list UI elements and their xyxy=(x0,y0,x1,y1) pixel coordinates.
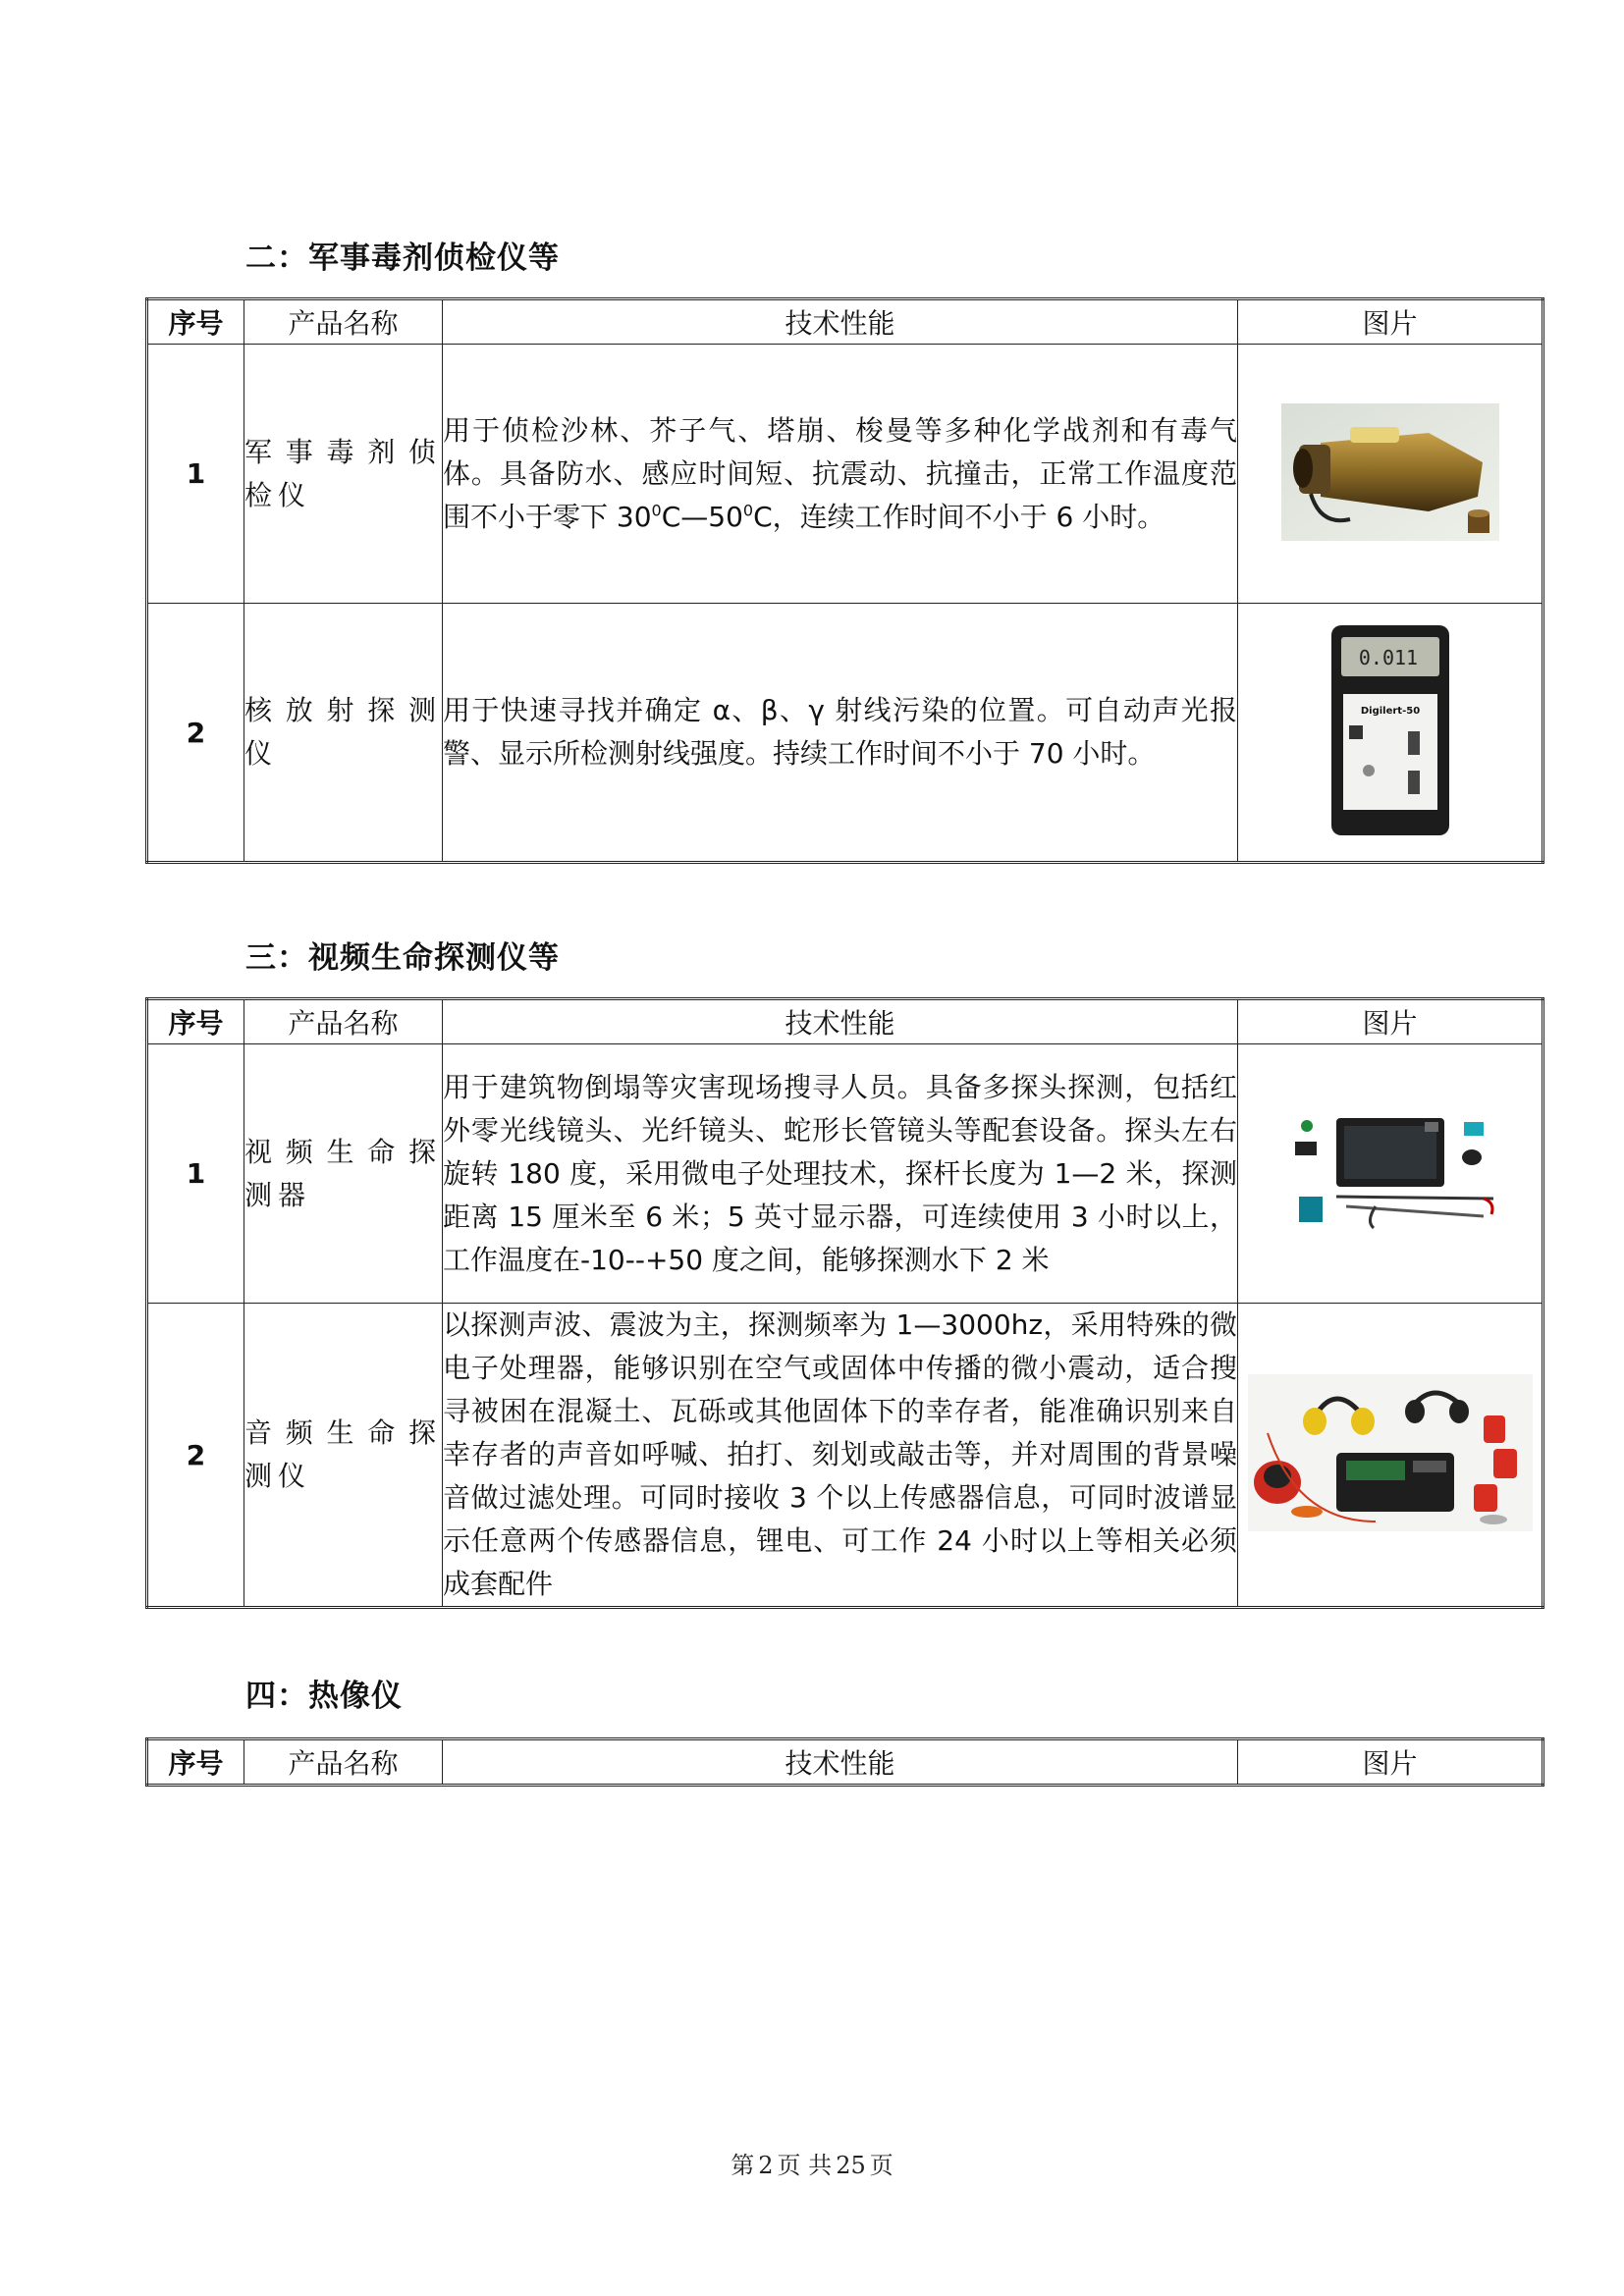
tech-description: 以探测声波、震波为主，探测频率为 1—3000hz，采用特殊的微电子处理器，能够识别在空气或固体中传播的微小震动，适合搜寻被困在混凝土、瓦砾或其他固体下的幸存者，能准确识别来自幸存者的声音如呼喊、拍打、刻划或敲击等，并对周围的背景噪音做过滤处理。可同时接收 3 个以上传感器信息，可同时波谱显示任意两个传感器信息，锂电、可工作 24 小时以上等相关必须成套配件 xyxy=(443,1304,1238,1608)
header-num: 序号 xyxy=(147,299,244,345)
table-header-row xyxy=(147,1739,1543,1786)
product-name: 音频生命探测仪 xyxy=(244,1304,443,1608)
header-name: 产品名称 xyxy=(244,1739,443,1786)
tech-description: 用于建筑物倒塌等灾害现场搜寻人员。具备多探头探测，包括红外零光线镜头、光纤镜头、蛇形长管镜头等配套设备。探头左右旋转 180 度，采用微电子处理技术，探杆长度为 1—2 米，探测距离 15 厘米至 6 米；5 英寸显示器，可连续使用 3 小时以上，工作温度在-10--+50 度之间，能够探测水下 2 米 xyxy=(443,1044,1238,1304)
table-life-detectors xyxy=(145,997,1544,1609)
header-num: 序号 xyxy=(147,999,244,1044)
device-brand: Digilert-50 xyxy=(1360,706,1420,717)
toxic-agent-detector-photo xyxy=(1281,403,1499,541)
audio-life-detector-kit-photo xyxy=(1248,1374,1533,1531)
table-header-row xyxy=(147,299,1543,345)
tech-description: 用于快速寻找并确定 α、β、γ 射线污染的位置。可自动声光报警、显示所检测射线强度。持续工作时间不小于 70 小时。 xyxy=(443,604,1238,863)
row-num: 2 xyxy=(147,604,244,863)
product-image-cell xyxy=(1238,1044,1543,1304)
tech-description: 用于侦检沙林、芥子气、塔崩、梭曼等多种化学战剂和有毒气体。具备防水、感应时间短、抗震动、抗撞击，正常工作温度范围不小于零下 $30^0C—50^0C$，连续工作时间不小于 6 小时。 xyxy=(443,345,1238,604)
table-row xyxy=(147,604,1543,863)
header-image: 图片 xyxy=(1238,999,1543,1044)
section-title-thermal: 四：热像仪 xyxy=(245,1679,403,1714)
table-row xyxy=(147,345,1543,604)
product-name: 核放射探测仪 xyxy=(244,604,443,863)
page-footer: 第 2 页 共 25 页 xyxy=(731,2152,893,2179)
product-name: 视频生命探测器 xyxy=(244,1044,443,1304)
current-page-number: 2 xyxy=(758,2152,774,2179)
row-num: 1 xyxy=(147,1044,244,1304)
header-image: 图片 xyxy=(1238,1739,1543,1786)
product-image-cell xyxy=(1238,1304,1543,1608)
header-image: 图片 xyxy=(1238,299,1543,345)
product-name: 军事毒剂侦检仪 xyxy=(244,345,443,604)
device-display: 0.011 xyxy=(1358,646,1418,669)
header-tech: 技术性能 xyxy=(443,1739,1238,1786)
section-title-life-detectors: 三：视频生命探测仪等 xyxy=(245,940,560,976)
table-thermal-imagers xyxy=(145,1737,1544,1787)
product-image-cell xyxy=(1238,604,1543,863)
header-name: 产品名称 xyxy=(244,299,443,345)
header-name: 产品名称 xyxy=(244,999,443,1044)
section-title-toxic: 二：军事毒剂侦检仪等 xyxy=(245,240,560,276)
row-num: 2 xyxy=(147,1304,244,1608)
header-tech: 技术性能 xyxy=(443,999,1238,1044)
table-toxic-detectors xyxy=(145,297,1544,864)
product-image-cell xyxy=(1238,345,1543,604)
radiation-detector-photo xyxy=(1329,623,1451,837)
video-life-detector-kit-photo xyxy=(1277,1108,1503,1236)
total-page-number: 25 xyxy=(836,2152,866,2179)
table-row xyxy=(147,1044,1543,1304)
row-num: 1 xyxy=(147,345,244,604)
header-num: 序号 xyxy=(147,1739,244,1786)
table-row xyxy=(147,1304,1543,1608)
table-header-row xyxy=(147,999,1543,1044)
header-tech: 技术性能 xyxy=(443,299,1238,345)
